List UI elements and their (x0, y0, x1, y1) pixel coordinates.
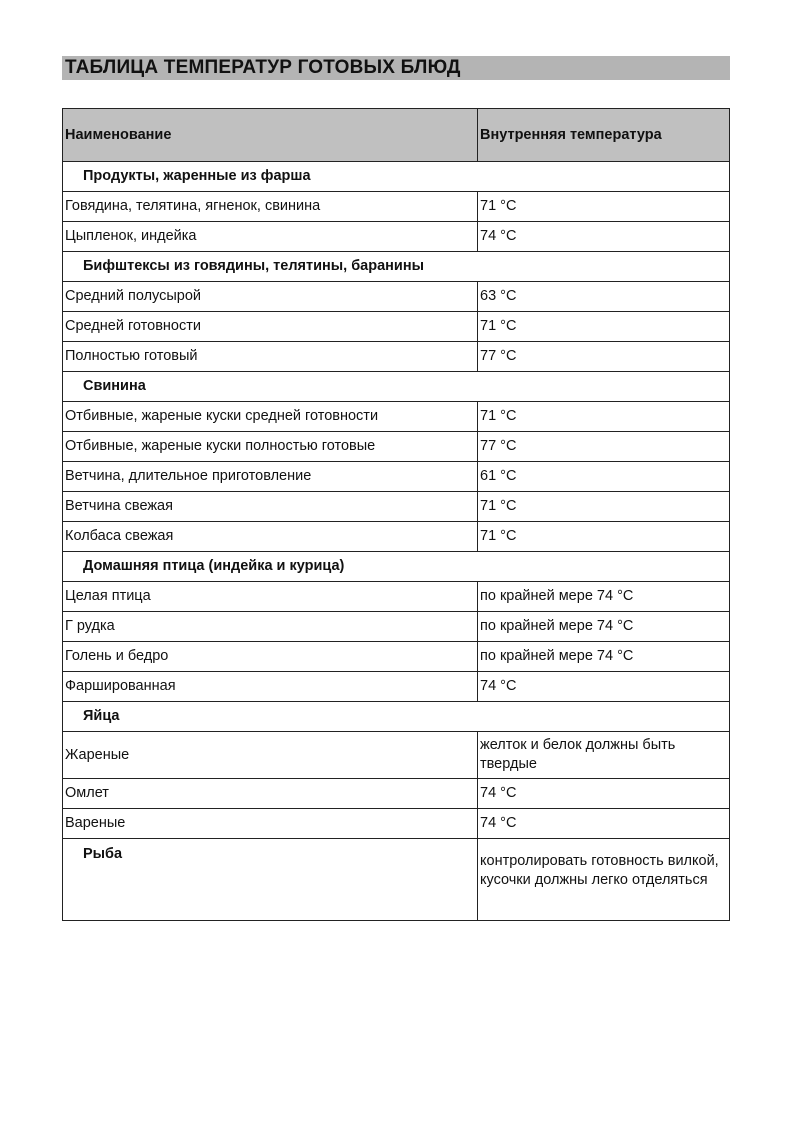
section-title: Продукты, жаренные из фарша (63, 162, 730, 192)
table-row (63, 492, 730, 522)
dish-name: Жареные (63, 732, 478, 779)
table-row (63, 282, 730, 312)
table-row (63, 612, 730, 642)
dish-name: Говядина, телятина, ягненок, свинина (63, 192, 478, 222)
dish-name: Ветчина, длительное приготовление (63, 462, 478, 492)
dish-name: Вареные (63, 809, 478, 839)
table-body (63, 162, 730, 921)
dish-name: Г рудка (63, 612, 478, 642)
title-bar (62, 56, 730, 80)
section-title: Свинина (63, 372, 730, 402)
section-title: Домашняя птица (индейка и курица) (63, 552, 730, 582)
internal-temperature: 71 °C (478, 522, 730, 552)
internal-temperature: 71 °C (478, 192, 730, 222)
dish-name: Колбаса свежая (63, 522, 478, 552)
section-row (63, 702, 730, 732)
dish-name: Целая птица (63, 582, 478, 612)
section-row (63, 252, 730, 282)
internal-temperature: 74 °C (478, 809, 730, 839)
page-title: ТАБЛИЦА ТЕМПЕРАТУР ГОТОВЫХ БЛЮД (65, 57, 461, 78)
table-row (63, 839, 730, 921)
internal-temperature: по крайней мере 74 °C (478, 642, 730, 672)
section-row (63, 552, 730, 582)
table-row (63, 192, 730, 222)
dish-name: Средний полусырой (63, 282, 478, 312)
table-row (63, 779, 730, 809)
table-row (63, 432, 730, 462)
dish-name: Отбивные, жареные куски полностью готовые (63, 432, 478, 462)
dish-name: Ветчина свежая (63, 492, 478, 522)
section-title: Яйца (63, 702, 730, 732)
table-row (63, 522, 730, 552)
table-row (63, 402, 730, 432)
internal-temperature: по крайней мере 74 °C (478, 582, 730, 612)
table-row (63, 672, 730, 702)
internal-temperature: 61 °C (478, 462, 730, 492)
table-row (63, 222, 730, 252)
dish-name: Полностью готовый (63, 342, 478, 372)
table-row (63, 582, 730, 612)
table-row (63, 732, 730, 779)
dish-name: Рыба (63, 839, 478, 921)
table-row (63, 342, 730, 372)
table-row (63, 312, 730, 342)
section-row (63, 372, 730, 402)
internal-temperature: 77 °C (478, 342, 730, 372)
temperature-table (62, 108, 730, 921)
internal-temperature: желток и белок должны быть твердые (478, 732, 730, 779)
dish-name: Цыпленок, индейка (63, 222, 478, 252)
section-title: Бифштексы из говядины, телятины, баранины (63, 252, 730, 282)
internal-temperature: 74 °C (478, 779, 730, 809)
internal-temperature: 63 °C (478, 282, 730, 312)
table-header-row (63, 109, 730, 162)
section-row (63, 162, 730, 192)
dish-name: Средней готовности (63, 312, 478, 342)
header-name: Наименование (63, 109, 478, 162)
internal-temperature: 71 °C (478, 492, 730, 522)
internal-temperature: 77 °C (478, 432, 730, 462)
internal-temperature: 74 °C (478, 672, 730, 702)
header-temperature: Внутренняя температура (478, 109, 730, 162)
internal-temperature: 71 °C (478, 402, 730, 432)
internal-temperature: контролировать готовность вилкой, кусочки должны легко отделяться (478, 839, 730, 921)
internal-temperature: по крайней мере 74 °C (478, 612, 730, 642)
dish-name: Отбивные, жареные куски средней готовности (63, 402, 478, 432)
table-row (63, 809, 730, 839)
dish-name: Голень и бедро (63, 642, 478, 672)
table-row (63, 462, 730, 492)
dish-name: Омлет (63, 779, 478, 809)
internal-temperature: 74 °C (478, 222, 730, 252)
dish-name: Фаршированная (63, 672, 478, 702)
table-row (63, 642, 730, 672)
internal-temperature: 71 °C (478, 312, 730, 342)
